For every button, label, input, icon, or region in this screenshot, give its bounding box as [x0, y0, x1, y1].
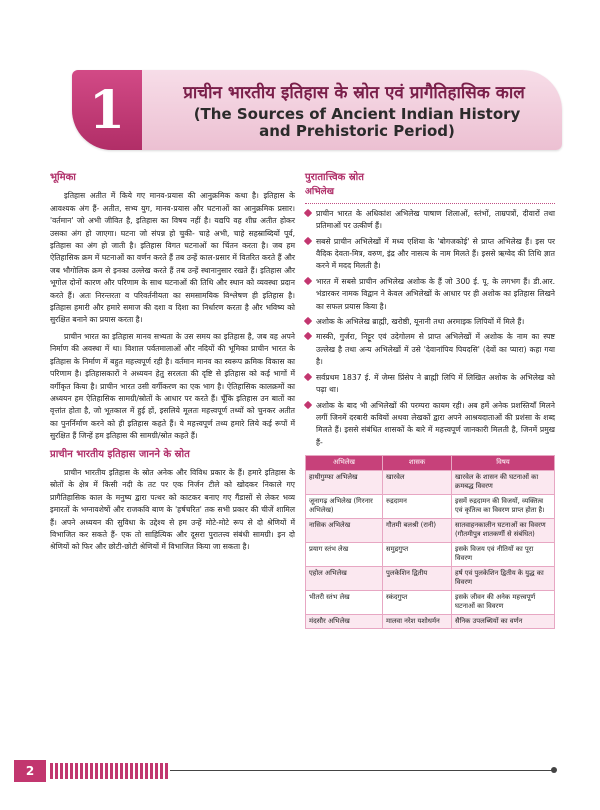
- table-cell: नासिक अभिलेख: [306, 518, 383, 542]
- table-row: [306, 542, 555, 566]
- table-cell: मंदसौर अभिलेख: [306, 614, 383, 629]
- inscription-bullets: [305, 208, 555, 449]
- footer-dot-icon: [551, 767, 557, 773]
- table-cell: हाथीगुम्फा अभिलेख: [306, 470, 383, 494]
- footer-stripes: [50, 763, 170, 779]
- table-cell: हर्ष एवं पुलकेशिन द्वितीय के युद्ध का विवरण: [452, 566, 555, 590]
- table-cell: सैनिक उपलब्धियों का वर्णन: [452, 614, 555, 629]
- chapter-title-hindi: प्राचीन भारतीय इतिहास के स्रोत एवं प्रागैतिहासिक काल: [183, 83, 525, 103]
- bullet-icon: [304, 332, 312, 340]
- table-row: [306, 614, 555, 629]
- table-header-row: [306, 456, 555, 471]
- intro-heading: भूमिका: [50, 172, 76, 183]
- table-cell: प्रयाग स्तंभ लेख: [306, 542, 383, 566]
- list-item: सर्वप्रथम 1837 ई. में जेम्स प्रिंसेप ने ब्राह्मी लिपि में लिखित अशोक के अभिलेख को पढ़ा था।: [305, 372, 555, 397]
- table-cell: पुलकेशिन द्वितीय: [383, 566, 452, 590]
- inscriptions-subheading: अभिलेख: [305, 187, 334, 198]
- footer-rule: [170, 770, 552, 771]
- table-cell: इसमें रुद्रदामन की विजयों, व्यक्तित्व एवं कृतित्व का विवरण प्राप्त होता है।: [452, 494, 555, 518]
- bullet-icon: [304, 277, 312, 285]
- chapter-number: 1: [72, 70, 142, 150]
- table-cell: इसके विजय एवं नीतियों का पूरा विवरण: [452, 542, 555, 566]
- left-column: [50, 172, 295, 558]
- list-item: सबसे प्राचीन अभिलेखों में मध्य एशिया के 'बोगजकोई' से प्राप्त अभिलेख हैं। इस पर वैदिक देवता-मित्र, वरुण, इंद्र और नासत्य के नाम मिलते हैं। इससे ऋग्वेद की तिथि ज्ञात करने में मदद मिलती है।: [305, 236, 555, 273]
- sources-paragraph: प्राचीन भारतीय इतिहास के स्रोत अनेक और विविध प्रकार के हैं। हमारे इतिहास के स्रोतों के क्षेत्र में किसी नदी के तट पर एक निर्जन टीले को खोदकर निकाले गए प्रागैतिहासिक काल के मनुष्य द्वारा पत्थर को काटकर बनाए गए गैंडासों से लेकर भव्य इमारतों के भग्नावशेषों और राजकवि बाण के 'हर्षचरित' तक सभी प्रकार की चीजें शामिल हैं। अपने अध्ययन की सुविधा के उद्देश्य से हम उन्हें मोटे-मोटे रूप से दो श्रेणियों में विभाजित कर सकते हैं- एक तो साहित्यिक और दूसरा पुरातत्त्व संबंधी सामग्री। इन दो श्रेणियों को फिर और छोटी-छोटी श्रेणियों में विभाजित किया जा सकता है।: [50, 467, 295, 552]
- table-cell: खारवेल: [383, 470, 452, 494]
- bullet-icon: [304, 209, 312, 217]
- table-cell: जूनागढ़ अभिलेख (गिरनार अभिलेख): [306, 494, 383, 518]
- table-header: शासक: [383, 456, 452, 471]
- chapter-title-english: [172, 106, 542, 140]
- list-item: मास्की, गुर्जरा, निट्टूर एवं उदेगोलम से प्राप्त अभिलेखों में अशोक के नाम का स्पष्ट उल्लेख है तथा अन्य अभिलेखों में उसे 'देवानांपिय पियदसि' (देवों का प्यारा) कहा गया है।: [305, 331, 555, 368]
- sources-heading: प्राचीन भारतीय इतिहास जानने के स्रोत: [50, 448, 190, 460]
- table-row: [306, 518, 555, 542]
- right-column: [305, 172, 555, 629]
- table-cell: मालवा नरेश यशोधर्मन: [383, 614, 452, 629]
- list-item: प्राचीन भारत के अधिकांश अभिलेख पाषाण शिलाओं, स्तंभों, ताम्रपत्रों, दीवारों तथा प्रतिमाओं पर उत्कीर्ण हैं।: [305, 208, 555, 233]
- intro-paragraph-2: प्राचीन भारत का इतिहास मानव सभ्यता के उस समय का इतिहास है, जब वह अपने निर्माण की अवस्था में था। विशाल पर्वतमालाओं और नदियों की भूमिका प्राचीन भारत के इतिहास के निर्माण में बहुत महत्त्वपूर्ण रही है। वर्तमान मानव का स्वरूप क्रमिक विकास का परिणाम है। इतिहासकारों ने अध्ययन हेतु सरलता की दृष्टि से इतिहास को कई भागों में वर्गीकृत किया है। प्राचीन भारत उसी वर्गीकरण का एक भाग है। ऐतिहासिक कालक्रमों का अध्ययन हम ऐतिहासिक सामग्री/स्रोतों के आधार पर करते हैं। चूँकि इतिहास उन बातों का वृत्तांत होता है, जो भूतकाल में हुई हों, इसलिये मूलतः महत्त्वपूर्ण तथ्यों को चुनकर अतीत का पुनर्निर्माण करने को ही इतिहास कहते हैं। ये महत्त्वपूर्ण तथ्य हमारे लिये कई रूपों में सुरक्षित हैं जिन्हें हम इतिहास की सामग्री/स्रोत कहते हैं।: [50, 331, 295, 441]
- table-cell: सातवाहनकालीन घटनाओं का विवरण (गौतमीपुत्र शातकर्णी से संबंधित): [452, 518, 555, 542]
- table-cell: रुद्रदामन: [383, 494, 452, 518]
- divider: [305, 203, 555, 204]
- table-cell: एहोल अभिलेख: [306, 566, 383, 590]
- table-cell: स्कंदगुप्त: [383, 590, 452, 614]
- archaeological-heading: पुरातात्त्विक स्रोत: [305, 172, 364, 183]
- table-cell: इसके जीवन की अनेक महत्त्वपूर्ण घटनाओं का विवरण: [452, 590, 555, 614]
- page-number: 2: [14, 760, 46, 782]
- bullet-icon: [304, 317, 312, 325]
- table-row: [306, 494, 555, 518]
- bullet-icon: [304, 372, 312, 380]
- table-row: [306, 470, 555, 494]
- table-cell: समुद्रगुप्त: [383, 542, 452, 566]
- inscriptions-table: [305, 455, 555, 629]
- table-row: [306, 566, 555, 590]
- bullet-icon: [304, 236, 312, 244]
- list-item: अशोक के बाद भी अभिलेखों की परम्परा कायम रही। अब हमें अनेक प्रशस्तियाँ मिलने लगीं जिनमें दरबारी कवियों अथवा लेखकों द्वारा अपने आश्रयदाताओं की प्रशंसा के शब्द मिलते हैं। इससे संबंधित शासकों के बारे में महत्त्वपूर्ण जानकारी मिलती है, जिनमें प्रमुख हैं-: [305, 400, 555, 450]
- table-cell: खारवेल के शासन की घटनाओं का क्रमबद्ध विवरण: [452, 470, 555, 494]
- table-cell: गौतमी बलश्री (रानी): [383, 518, 452, 542]
- list-item: भारत में सबसे प्राचीन अभिलेख अशोक के हैं जो 300 ई. पू. के लगभग हैं। डी.आर. भंडारकर नामक विद्वान ने केवल अभिलेखों के आधार पर ही अशोक का इतिहास लिखने का सफल प्रयास किया है।: [305, 276, 555, 313]
- list-item: अशोक के अभिलेख ब्राह्मी, खरोष्ठी, यूनानी तथा अरमाइक लिपियों में मिले हैं।: [305, 316, 555, 328]
- table-cell: भीतरी स्तंभ लेख: [306, 590, 383, 614]
- chapter-banner: [72, 70, 562, 150]
- table-header: विषय: [452, 456, 555, 471]
- bullet-icon: [304, 400, 312, 408]
- table-header: अभिलेख: [306, 456, 383, 471]
- chapter-title-english-line2: and Prehistoric Period): [259, 122, 455, 140]
- chapter-title-english-line1: (The Sources of Ancient Indian History: [193, 105, 521, 123]
- table-row: [306, 590, 555, 614]
- intro-paragraph-1: इतिहास अतीत में किये गए मानव-प्रयास की आनुक्रमिक कथा है। इतिहास के आवश्यक अंग हैं- अतीत, सभ्य युग, मानव-प्रयास और घटनाओं का आनुक्रमिक प्रसार। 'वर्तमान' जो अभी जीवित है, इतिहास का विषय नहीं है। यद्यपि वह शीघ्र अतीत होकर उसका अंग हो जाएगा। घटना जो संपन्न हो चुकी- चाहे अभी, चाहे सहस्राब्दियों पूर्व, इतिहास का अंग हो जाती है। इतिहास विगत घटनाओं का चिंतन करता है। जब हम ऐतिहासिक क्रम में घटनाओं का वर्णन करते हैं तब उन्हें काल-प्रसार में वितरित करते हैं और जब भौगोलिक क्रम से इनका उल्लेख करते हैं तब उन्हें स्थानानुसार रखते हैं। इतिहास और भूगोल दोनों कारण और परिणाम के साथ घटनाओं की तिथि और स्थान को व्यवस्था प्रदान करते हैं। अतः निरन्तरता व परिवर्तनीयता का समसामयिक विश्लेषण ही इतिहास है। इतिहास हमारी और हमारे समाज की दशा व दिशा का निर्धारण करता है और भविष्य को सुरक्षित बनाने का प्रयास करता है।: [50, 191, 295, 325]
